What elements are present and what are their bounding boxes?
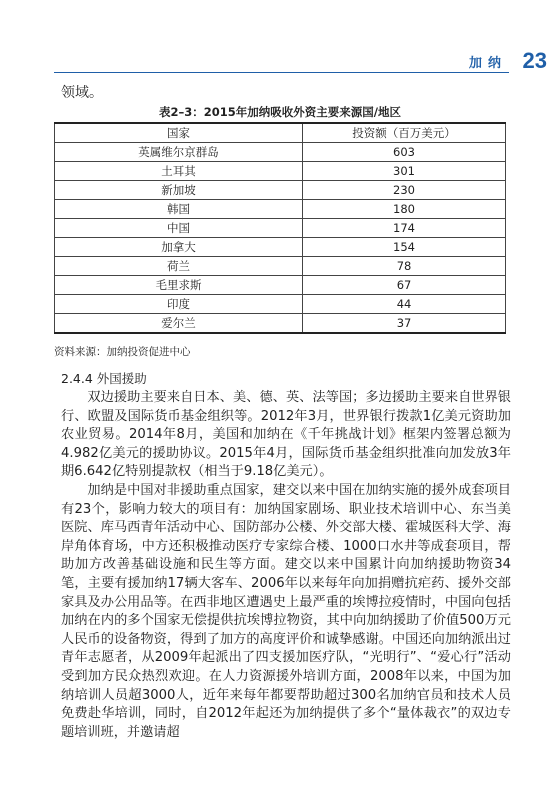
- table-row: [55, 238, 506, 257]
- country-cell: 新加坡: [55, 181, 303, 200]
- table-row: [55, 257, 506, 276]
- country-cell: 荷兰: [55, 257, 303, 276]
- country-cell: 爱尔兰: [55, 314, 303, 334]
- investment-table: [54, 122, 506, 334]
- paragraph: 双边援助主要来自日本、美、德、英、法等国；多边援助主要来自世界银行、欧盟及国际货币基金组织等。2012年3月，世界银行拨款1亿美元资助加农业贸易。2014年8月，美国和加纳在《千年挑战计划》框架内签署总额为4.982亿美元的援助协议。2015年4月，国际货币基金组织批准向加发放3年期6.642亿特别提款权（相当于9.18亿美元）。: [61, 390, 511, 480]
- value-cell: 78: [303, 257, 506, 276]
- column-header-value: 投资额（百万美元）: [303, 123, 506, 143]
- table-row: [55, 200, 506, 219]
- country-cell: 印度: [55, 295, 303, 314]
- country-cell: 毛里求斯: [55, 276, 303, 295]
- value-cell: 174: [303, 219, 506, 238]
- table-row: [55, 295, 506, 314]
- value-cell: 301: [303, 162, 506, 181]
- country-cell: 韩国: [55, 200, 303, 219]
- country-cell: 加拿大: [55, 238, 303, 257]
- continued-text: 领域。: [61, 85, 103, 101]
- value-cell: 37: [303, 314, 506, 334]
- paragraph: 加纳是中国对非援助重点国家，建交以来中国在加纳实施的援外成套项目有23个，影响力较大的项目有：加纳国家剧场、职业技术培训中心、东当美医院、库马西青年活动中心、国防部办公楼、外交部大楼、霍城医科大学、海岸角体育场，中方还积极推动医疗专家综合楼、1000口水井等成套项目，帮助加方改善基础设施和民生等方面。建交以来中国累计向加纳援助物资34笔，主要有援加纳17辆大客车、2006年以来每年向加捐赠抗疟药、援外交部家具及办公用品等。在西非地区遭遇史上最严重的埃博拉疫情时，中国向包括加纳在内的多个国家无偿提供抗埃博拉物资，其中向加纳援助了价值500万元人民币的设备物资，得到了加方的高度评价和诚挚感谢。中国还向加纳派出过青年志愿者，从2009年起派出了四支援加医疗队，“光明行”、“爱心行”活动受到加方民众热烈欢迎。在人力资源援外培训方面，2008年以来，中国为加纳培训人员超3000人，近年来每年都要帮助超过300名加纳官员和技术人员免费赴华培训，同时，自2012年起还为加纳提供了多个“量体裁衣”的双边专题培训班，并邀请超: [61, 482, 511, 740]
- running-header: [0, 50, 559, 78]
- country-cell: 中国: [55, 219, 303, 238]
- table-row: [55, 143, 506, 162]
- country-cell: 土耳其: [55, 162, 303, 181]
- value-cell: 180: [303, 200, 506, 219]
- table-row: [55, 181, 506, 200]
- page-number: 23: [522, 48, 547, 73]
- body-text: [61, 389, 511, 742]
- value-cell: 67: [303, 276, 506, 295]
- value-cell: 44: [303, 295, 506, 314]
- column-header-country: 国家: [55, 123, 303, 143]
- table-header-row: [55, 123, 506, 143]
- table-caption: 表2–3：2015年加纳吸收外资主要来源国/地区: [159, 105, 401, 119]
- section-heading: 2.4.4 外国援助: [61, 371, 147, 386]
- table-row: [55, 314, 506, 334]
- header-rule: [54, 72, 509, 73]
- country-cell: 英属维尔京群岛: [55, 143, 303, 162]
- table-row: [55, 219, 506, 238]
- table-row: [55, 276, 506, 295]
- value-cell: 603: [303, 143, 506, 162]
- table-row: [55, 162, 506, 181]
- chapter-title: 加纳: [468, 56, 507, 71]
- table-source: 资料来源：加纳投资促进中心: [54, 346, 191, 358]
- value-cell: 154: [303, 238, 506, 257]
- value-cell: 230: [303, 181, 506, 200]
